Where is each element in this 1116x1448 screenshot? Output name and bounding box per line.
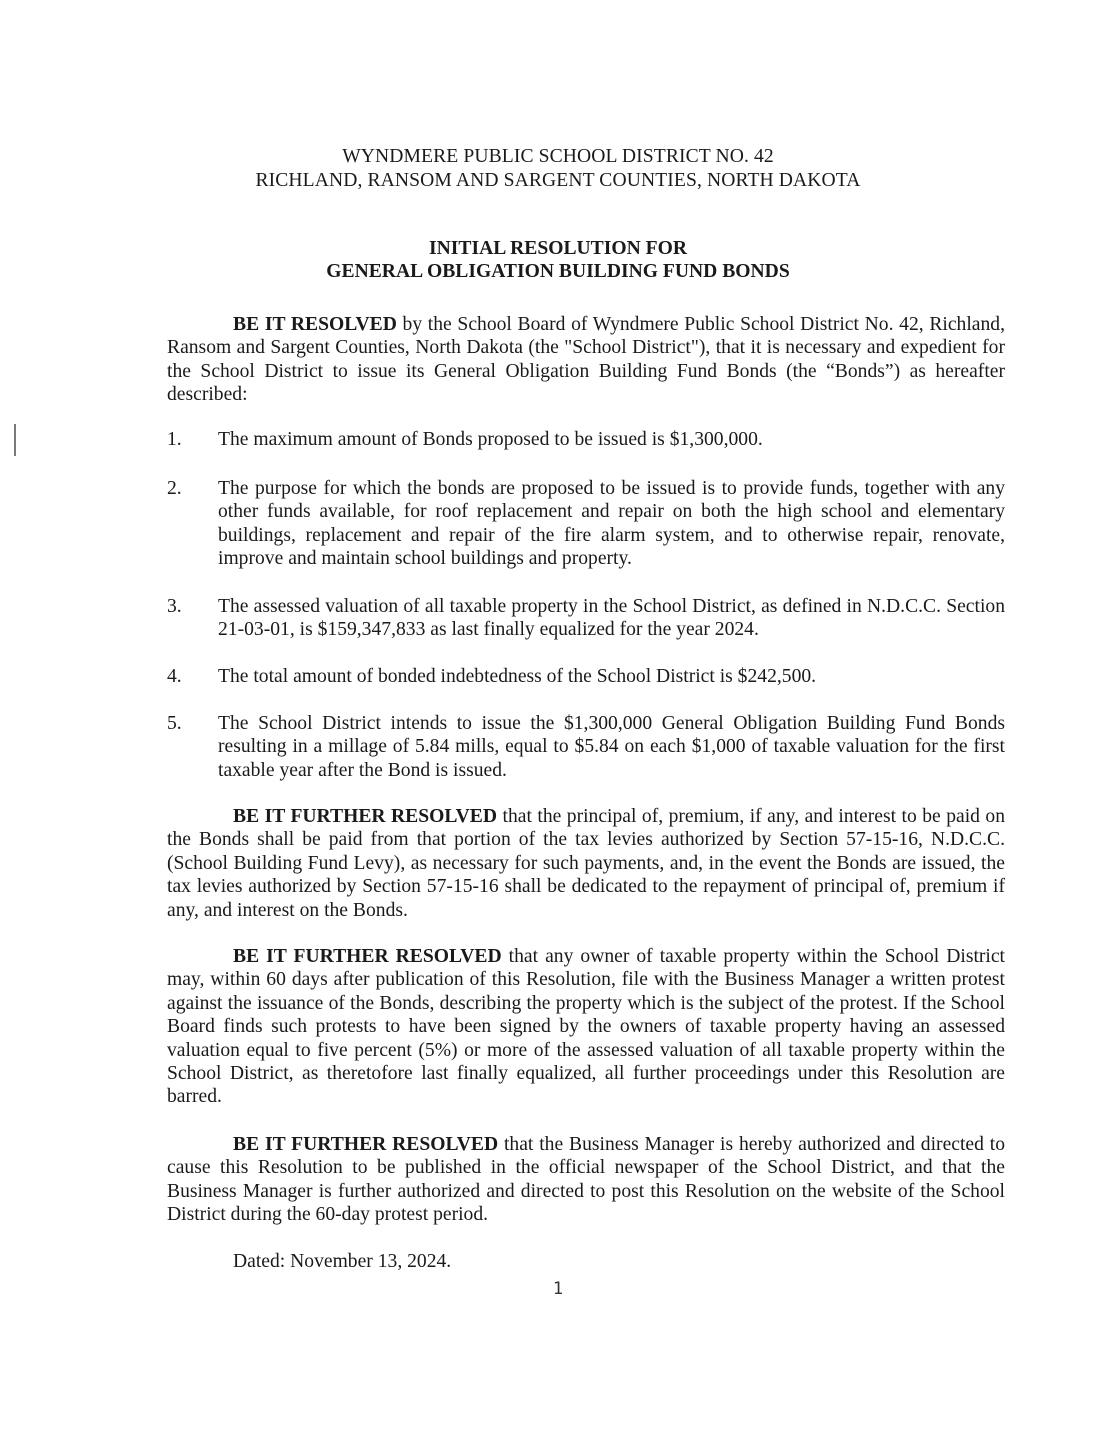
list-item-text: The assessed valuation of all taxable property in the School District, as defined in N.D.C.C. Section 21-03-01, is $159,347,833 as last finally equalized for the year 2024. [218, 596, 1005, 641]
resolution-lead: BE IT FURTHER RESOLVED [233, 806, 498, 827]
resolution-text: that the Business Manager is hereby authorized and directed to cause this Resolution to be published in the official newspaper of the School District, and that the Business Manager is further authorized and directed to post this Resolution on the website of the School District during the 60-day protest period. [167, 1134, 1005, 1226]
list-item-number: 1. [167, 429, 182, 450]
resolution-text: that any owner of taxable property within the School District may, within 60 days after publication of this Resolution, file with the Business Manager a written protest against the issuance of the Bonds, describing the property which is the subject of the protest. If the School Board finds such protests to have been signed by the owners of taxable property having an assessed valuation equal to five percent (5%) or more of the assessed valuation of all taxable property within the School District, as theretofore last finally equalized, all further proceedings under this Resolution are barred. [167, 946, 1005, 1108]
list-item-number: 2. [167, 478, 182, 499]
page-number: 1 [552, 1279, 564, 1299]
resolution-lead: BE IT FURTHER RESOLVED [233, 1134, 499, 1155]
intro-lead: BE IT RESOLVED [233, 314, 397, 335]
intro-text: by the School Board of Wyndmere Public School District No. 42, Richland, Ransom and Sargent Counties, North Dakota (the "School District"), that it is necessary and expedient for the School District to issue its General Obligation Building Fund Bonds (the “Bonds”) as hereafter described: [167, 314, 1005, 406]
list-item-number: 3. [167, 596, 182, 617]
list-item-text: The purpose for which the bonds are proposed to be issued is to provide funds, together with any other funds available, for roof replacement and repair on both the high school and elementary buildings, replacement and repair of the fire alarm system, and to otherwise repair, renovate, improve and maintain school buildings and property. [218, 478, 1005, 570]
title-line-2: GENERAL OBLIGATION BUILDING FUND BONDS [326, 261, 790, 282]
district-header [0, 145, 1116, 193]
list-item-number: 5. [167, 713, 182, 734]
resolution-text: that the principal of, premium, if any, and interest to be paid on the Bonds shall be paid from that portion of the tax levies authorized by Section 57-15-16, N.D.C.C. (School Building Fund Levy), as necessary for such payments, and, in the event the Bonds are issued, the tax levies authorized by Section 57-15-16 shall be dedicated to the repayment of principal of, premium if any, and interest on the Bonds. [167, 806, 1006, 921]
list-item-1 [167, 428, 1005, 451]
resolution-lead: BE IT FURTHER RESOLVED [233, 946, 502, 967]
list-item-number: 4. [167, 666, 182, 687]
list-item-5 [167, 712, 1005, 782]
list-item-text: The maximum amount of Bonds proposed to be issued is $1,300,000. [218, 429, 763, 450]
dated-line: Dated: November 13, 2024. [233, 1251, 452, 1272]
list-item-3 [167, 595, 1005, 642]
title-line-1: INITIAL RESOLUTION FOR [428, 238, 688, 259]
intro-paragraph [167, 313, 1005, 407]
resolution-paragraph-1 [167, 805, 1005, 922]
margin-mark [14, 424, 16, 456]
list-item-text: The School District intends to issue the $1,300,000 General Obligation Building Fund Bonds resulting in a millage of 5.84 mills, equal to $5.84 on each $1,000 of taxable valuation for the first taxable year after the Bond is issued. [218, 713, 1005, 781]
list-item-text: The total amount of bonded indebtedness of the School District is $242,500. [218, 666, 817, 687]
resolution-paragraph-2 [167, 945, 1005, 1109]
resolution-paragraph-3 [167, 1133, 1005, 1227]
list-item-4 [167, 665, 1005, 688]
list-item-2 [167, 477, 1005, 571]
district-name: WYNDMERE PUBLIC SCHOOL DISTRICT NO. 42 [342, 146, 774, 167]
district-counties: RICHLAND, RANSOM AND SARGENT COUNTIES, NORTH DAKOTA [255, 170, 861, 191]
resolution-title [0, 237, 1116, 283]
